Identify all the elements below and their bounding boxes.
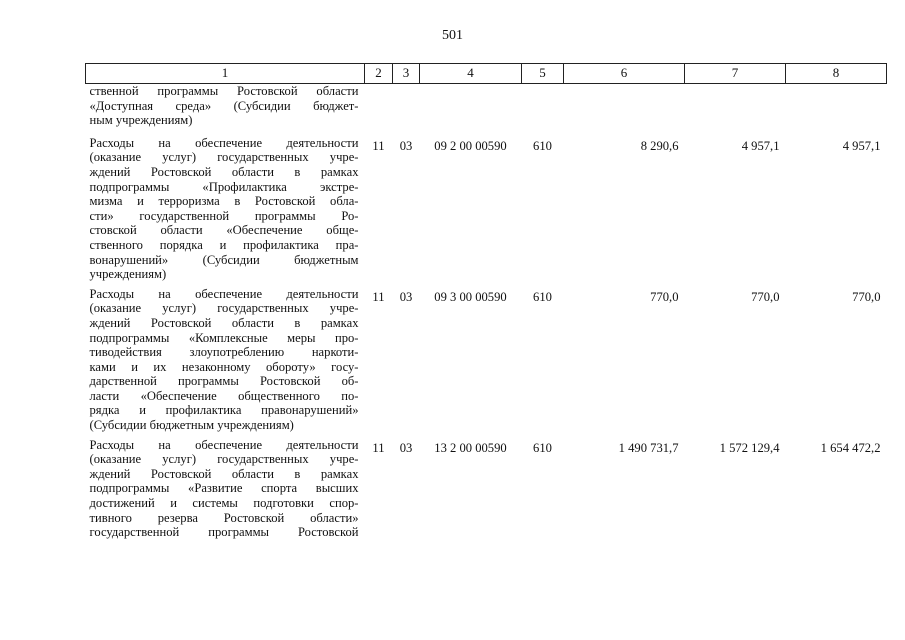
table-row (86, 438, 887, 545)
description-line: подпрограммы «Профилактика экстре- (89, 179, 359, 194)
expense-type-code: 610 (533, 440, 552, 455)
description-line: ками и их незаконному обороту» госу- (89, 359, 359, 374)
row-description (86, 287, 365, 438)
description-line: стовской области «Обеспечение обще- (89, 223, 359, 238)
column-header: 1 (86, 64, 365, 84)
amount-year-2: 770,0 (751, 289, 780, 304)
amount-year-3: 770,0 (852, 289, 881, 304)
description-line: ственного порядка и профилактика пра- (89, 237, 359, 252)
column-header: 6 (564, 64, 685, 84)
section-code: 11 (372, 138, 385, 153)
description-line: государственной программы Ростовской (89, 525, 359, 540)
amount-year-2: 4 957,1 (741, 138, 780, 153)
section-code: 11 (372, 440, 385, 455)
amount-year-1: 770,0 (650, 289, 679, 304)
table-row (86, 287, 887, 438)
description-line: (Субсидии бюджетным учреждениям) (89, 418, 294, 433)
target-article-code: 09 3 00 00590 (434, 289, 507, 304)
target-article-code (420, 84, 522, 136)
column-header: 8 (786, 64, 887, 84)
column-header: 5 (522, 64, 564, 84)
description-line: подпрограммы «Развитие спорта высших (89, 481, 359, 496)
table-row (86, 84, 887, 136)
description-line: Расходы на обеспечение деятельности (89, 135, 359, 150)
amount-year-2 (685, 84, 786, 136)
amount-year-3: 4 957,1 (842, 138, 881, 153)
description-line: дарственной программы Ростовской об- (89, 374, 359, 389)
row-description (86, 136, 365, 287)
amount-year-1 (564, 84, 685, 136)
description-line: тиводействия злоупотреблению наркоти- (89, 345, 359, 360)
column-header: 7 (685, 64, 786, 84)
budget-table (85, 63, 887, 545)
amount-year-2: 1 572 129,4 (719, 440, 780, 455)
description-line: (оказание услуг) государственных учре- (89, 150, 359, 165)
description-line: рядка и профилактика правонарушений» (89, 403, 359, 418)
description-line: ждений Ростовской области в рамках (89, 164, 359, 179)
description-line: мизма и терроризма в Ростовской обла- (89, 194, 359, 209)
description-line: ственной программы Ростовской области (89, 84, 359, 98)
description-line: сти» государственной программы Ро- (89, 208, 359, 223)
table-header-row (86, 64, 887, 84)
section-code: 11 (372, 289, 385, 304)
expense-type-code (522, 84, 564, 136)
description-line: Расходы на обеспечение деятельности (89, 286, 359, 301)
target-article-code: 09 2 00 00590 (434, 138, 507, 153)
subsection-code: 03 (399, 289, 413, 304)
description-line: достижений и системы подготовки спор- (89, 496, 359, 511)
section-code (365, 84, 393, 136)
description-line: вонарушений» (Субсидии бюджетным (89, 252, 359, 267)
description-line: ждений Ростовской области в рамках (89, 315, 359, 330)
subsection-code: 03 (399, 440, 413, 455)
description-line: тивного резерва Ростовской области» (89, 510, 359, 525)
description-line: ждений Ростовской области в рамках (89, 466, 359, 481)
description-line: учреждениям) (89, 267, 167, 282)
page-number: 501 (442, 28, 463, 43)
table-row (86, 136, 887, 287)
amount-year-1: 1 490 731,7 (618, 440, 679, 455)
column-header: 4 (420, 64, 522, 84)
amount-year-3: 1 654 472,2 (820, 440, 881, 455)
description-line: Расходы на обеспечение деятельности (89, 437, 359, 452)
target-article-code: 13 2 00 00590 (434, 440, 507, 455)
description-line: «Доступная среда» (Субсидии бюджет- (89, 98, 359, 113)
column-header: 3 (393, 64, 420, 84)
description-line: подпрограммы «Комплексные меры про- (89, 330, 359, 345)
description-line: (оказание услуг) государственных учре- (89, 301, 359, 316)
description-line: (оказание услуг) государственных учре- (89, 452, 359, 467)
row-description (86, 84, 365, 136)
subsection-code: 03 (399, 138, 413, 153)
amount-year-1: 8 290,6 (640, 138, 679, 153)
description-line: ным учреждениям) (89, 113, 193, 128)
subsection-code (393, 84, 420, 136)
expense-type-code: 610 (533, 138, 552, 153)
description-line: ласти «Обеспечение общественного по- (89, 388, 359, 403)
amount-year-3 (786, 84, 887, 136)
column-header: 2 (365, 64, 393, 84)
row-description (86, 438, 365, 545)
expense-type-code: 610 (533, 289, 552, 304)
